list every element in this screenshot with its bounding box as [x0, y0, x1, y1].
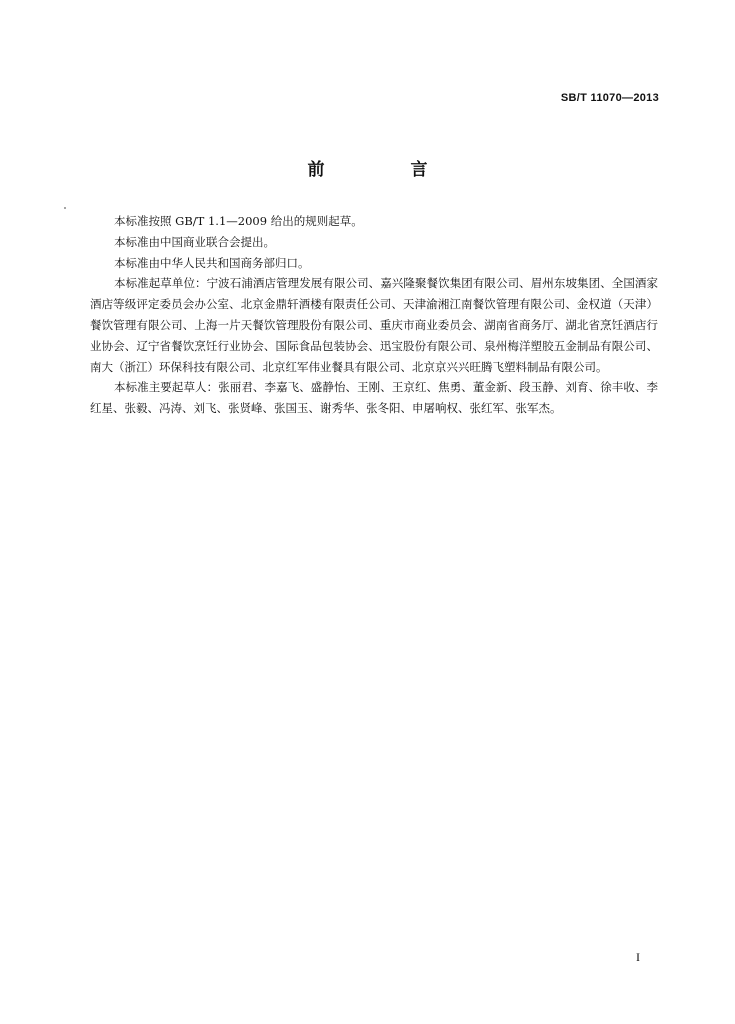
paragraph-drafting-rules: 本标准按照 GB/T 1.1—2009 给出的规则起草。 — [114, 214, 363, 228]
paragraph-drafting-units: 本标准起草单位：宁波石浦酒店管理发展有限公司、嘉兴隆聚餐饮集团有限公司、眉州东坡集团、全国酒家酒店等级评定委员会办公室、北京金鼎轩酒楼有限责任公司、天津渝湘江南餐饮管理有限公司、金权道（天津）餐饮管理有限公司、上海一片天餐饮管理股份有限公司、重庆市商业委员会、湖南省商务厅、湖北省烹饪酒店行业协会、辽宁省餐饮烹饪行业协会、国际食品包装协会、迅宝股份有限公司、泉州梅洋塑胶五金制品有限公司、南大（浙江）环保科技有限公司、北京红军伟业餐具有限公司、北京京兴兴旺腾飞塑料制品有限公司。 — [90, 276, 658, 374]
page-number: I — [636, 950, 640, 964]
foreword-body — [90, 211, 658, 419]
paragraph-proposed-by: 本标准由中国商业联合会提出。 — [114, 234, 275, 249]
paragraph-drafters: 本标准主要起草人：张丽君、李嘉飞、盛静怡、王刚、王京红、焦勇、董金新、段玉静、刘育、徐丰收、李红星、张毅、冯涛、刘飞、张贤峰、张国玉、谢秀华、张冬阳、申屠响权、张红军、张军杰。 — [90, 380, 658, 416]
standard-code: SB/T 11070—2013 — [560, 92, 659, 104]
page-title: 前 言 — [307, 160, 468, 180]
paragraph-under-jurisdiction: 本标准由中华人民共和国商务部归口。 — [114, 255, 310, 270]
scan-speck — [64, 207, 66, 209]
